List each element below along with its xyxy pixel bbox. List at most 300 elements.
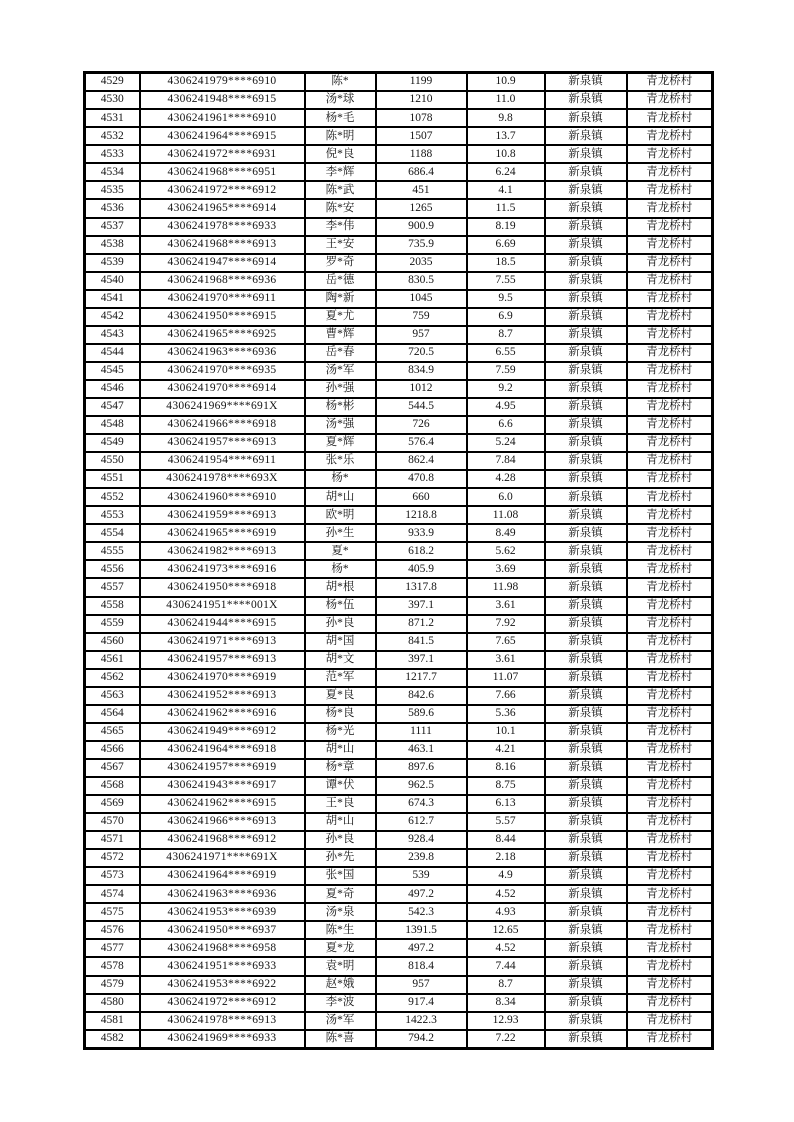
table-row [85, 578, 713, 596]
village-name: 青龙桥村 [627, 921, 713, 939]
id-number: 4306241951****001X [140, 597, 305, 615]
town-name: 新泉镇 [545, 939, 627, 957]
person-name: 陈*安 [305, 199, 376, 217]
row-number: 4550 [85, 452, 140, 470]
person-name: 汤*强 [305, 416, 376, 434]
town-name: 新泉镇 [545, 236, 627, 254]
town-name: 新泉镇 [545, 398, 627, 416]
person-name: 杨* [305, 470, 376, 488]
id-number: 4306241978****6913 [140, 1012, 305, 1030]
id-number: 4306241963****6936 [140, 885, 305, 903]
row-number: 4571 [85, 831, 140, 849]
row-number: 4554 [85, 524, 140, 542]
row-number: 4572 [85, 849, 140, 867]
amount: 735.9 [376, 236, 467, 254]
table-row [85, 524, 713, 542]
village-name: 青龙桥村 [627, 741, 713, 759]
secondary-amount: 3.69 [467, 560, 545, 578]
village-name: 青龙桥村 [627, 705, 713, 723]
secondary-amount: 10.1 [467, 723, 545, 741]
person-name: 夏*尤 [305, 308, 376, 326]
table-row [85, 633, 713, 651]
person-name: 倪*良 [305, 145, 376, 163]
person-name: 夏*龙 [305, 939, 376, 957]
row-number: 4531 [85, 109, 140, 127]
id-number: 4306241966****6918 [140, 416, 305, 434]
secondary-amount: 4.52 [467, 885, 545, 903]
amount: 618.2 [376, 542, 467, 560]
row-number: 4567 [85, 759, 140, 777]
table-row [85, 867, 713, 885]
village-name: 青龙桥村 [627, 578, 713, 596]
town-name: 新泉镇 [545, 344, 627, 362]
village-name: 青龙桥村 [627, 308, 713, 326]
row-number: 4555 [85, 542, 140, 560]
person-name: 范*军 [305, 669, 376, 687]
town-name: 新泉镇 [545, 127, 627, 145]
secondary-amount: 4.28 [467, 470, 545, 488]
secondary-amount: 4.9 [467, 867, 545, 885]
secondary-amount: 9.2 [467, 380, 545, 398]
secondary-amount: 13.7 [467, 127, 545, 145]
village-name: 青龙桥村 [627, 145, 713, 163]
row-number: 4540 [85, 272, 140, 290]
amount: 544.5 [376, 398, 467, 416]
secondary-amount: 8.34 [467, 994, 545, 1012]
table-row [85, 344, 713, 362]
row-number: 4551 [85, 470, 140, 488]
person-name: 夏*奇 [305, 885, 376, 903]
amount: 834.9 [376, 362, 467, 380]
row-number: 4534 [85, 163, 140, 181]
village-name: 青龙桥村 [627, 723, 713, 741]
person-name: 赵*娥 [305, 976, 376, 994]
secondary-amount: 8.16 [467, 759, 545, 777]
amount: 451 [376, 181, 467, 199]
table-row [85, 777, 713, 795]
amount: 589.6 [376, 705, 467, 723]
id-number: 4306241972****6912 [140, 994, 305, 1012]
row-number: 4568 [85, 777, 140, 795]
id-number: 4306241970****6935 [140, 362, 305, 380]
id-number: 4306241960****6910 [140, 488, 305, 506]
table-row [85, 308, 713, 326]
id-number: 4306241950****6918 [140, 578, 305, 596]
secondary-amount: 4.52 [467, 939, 545, 957]
id-number: 4306241979****6910 [140, 73, 305, 92]
person-name: 陶*新 [305, 290, 376, 308]
person-name: 欧*明 [305, 506, 376, 524]
village-name: 青龙桥村 [627, 651, 713, 669]
row-number: 4541 [85, 290, 140, 308]
secondary-amount: 6.69 [467, 236, 545, 254]
town-name: 新泉镇 [545, 615, 627, 633]
person-name: 汤*球 [305, 91, 376, 109]
town-name: 新泉镇 [545, 560, 627, 578]
row-number: 4575 [85, 903, 140, 921]
person-name: 谭*伏 [305, 777, 376, 795]
town-name: 新泉镇 [545, 578, 627, 596]
table-row [85, 831, 713, 849]
town-name: 新泉镇 [545, 1030, 627, 1049]
village-name: 青龙桥村 [627, 669, 713, 687]
secondary-amount: 11.08 [467, 506, 545, 524]
secondary-amount: 9.8 [467, 109, 545, 127]
id-number: 4306241962****6916 [140, 705, 305, 723]
row-number: 4533 [85, 145, 140, 163]
secondary-amount: 6.13 [467, 795, 545, 813]
table-row [85, 813, 713, 831]
table-row [85, 488, 713, 506]
row-number: 4538 [85, 236, 140, 254]
village-name: 青龙桥村 [627, 633, 713, 651]
row-number: 4569 [85, 795, 140, 813]
amount: 660 [376, 488, 467, 506]
id-number: 4306241947****6914 [140, 254, 305, 272]
town-name: 新泉镇 [545, 163, 627, 181]
table-row [85, 434, 713, 452]
row-number: 4557 [85, 578, 140, 596]
id-number: 4306241971****6913 [140, 633, 305, 651]
table-row [85, 362, 713, 380]
row-number: 4553 [85, 506, 140, 524]
secondary-amount: 4.95 [467, 398, 545, 416]
village-name: 青龙桥村 [627, 885, 713, 903]
secondary-amount: 4.93 [467, 903, 545, 921]
secondary-amount: 12.65 [467, 921, 545, 939]
table-row [85, 1030, 713, 1049]
row-number: 4560 [85, 633, 140, 651]
id-number: 4306241964****6918 [140, 741, 305, 759]
village-name: 青龙桥村 [627, 1030, 713, 1049]
amount: 576.4 [376, 434, 467, 452]
village-name: 青龙桥村 [627, 344, 713, 362]
village-name: 青龙桥村 [627, 452, 713, 470]
town-name: 新泉镇 [545, 831, 627, 849]
town-name: 新泉镇 [545, 380, 627, 398]
village-name: 青龙桥村 [627, 813, 713, 831]
person-name: 陈*明 [305, 127, 376, 145]
id-number: 4306241944****6915 [140, 615, 305, 633]
table-row [85, 976, 713, 994]
village-name: 青龙桥村 [627, 218, 713, 236]
amount: 470.8 [376, 470, 467, 488]
id-number: 4306241978****693X [140, 470, 305, 488]
village-name: 青龙桥村 [627, 109, 713, 127]
town-name: 新泉镇 [545, 777, 627, 795]
table-row [85, 957, 713, 975]
amount: 957 [376, 976, 467, 994]
person-name: 杨*良 [305, 705, 376, 723]
row-number: 4576 [85, 921, 140, 939]
town-name: 新泉镇 [545, 957, 627, 975]
id-number: 4306241978****6933 [140, 218, 305, 236]
table-row [85, 163, 713, 181]
table-row [85, 416, 713, 434]
person-name: 胡*国 [305, 633, 376, 651]
amount: 397.1 [376, 597, 467, 615]
person-name: 胡*根 [305, 578, 376, 596]
amount: 542.3 [376, 903, 467, 921]
table-row [85, 236, 713, 254]
village-name: 青龙桥村 [627, 254, 713, 272]
table-row [85, 741, 713, 759]
person-name: 杨* [305, 560, 376, 578]
id-number: 4306241966****6913 [140, 813, 305, 831]
person-name: 杨*毛 [305, 109, 376, 127]
village-name: 青龙桥村 [627, 488, 713, 506]
village-name: 青龙桥村 [627, 957, 713, 975]
town-name: 新泉镇 [545, 290, 627, 308]
table-row [85, 542, 713, 560]
town-name: 新泉镇 [545, 633, 627, 651]
row-number: 4581 [85, 1012, 140, 1030]
id-number: 4306241957****6913 [140, 651, 305, 669]
secondary-amount: 5.36 [467, 705, 545, 723]
town-name: 新泉镇 [545, 885, 627, 903]
id-number: 4306241965****6914 [140, 199, 305, 217]
town-name: 新泉镇 [545, 723, 627, 741]
amount: 1317.8 [376, 578, 467, 596]
id-number: 4306241968****6913 [140, 236, 305, 254]
amount: 463.1 [376, 741, 467, 759]
person-name: 陈*喜 [305, 1030, 376, 1049]
village-name: 青龙桥村 [627, 687, 713, 705]
row-number: 4543 [85, 326, 140, 344]
row-number: 4544 [85, 344, 140, 362]
town-name: 新泉镇 [545, 218, 627, 236]
amount: 962.5 [376, 777, 467, 795]
person-name: 孙*良 [305, 831, 376, 849]
id-number: 4306241961****6910 [140, 109, 305, 127]
table-row [85, 795, 713, 813]
row-number: 4582 [85, 1030, 140, 1049]
row-number: 4529 [85, 73, 140, 92]
id-number: 4306241949****6912 [140, 723, 305, 741]
id-number: 4306241982****6913 [140, 542, 305, 560]
village-name: 青龙桥村 [627, 831, 713, 849]
amount: 497.2 [376, 885, 467, 903]
secondary-amount: 7.92 [467, 615, 545, 633]
town-name: 新泉镇 [545, 272, 627, 290]
id-number: 4306241954****6911 [140, 452, 305, 470]
table-row [85, 181, 713, 199]
town-name: 新泉镇 [545, 1012, 627, 1030]
secondary-amount: 6.0 [467, 488, 545, 506]
table-row [85, 380, 713, 398]
table-row [85, 903, 713, 921]
person-name: 罗*奇 [305, 254, 376, 272]
amount: 842.6 [376, 687, 467, 705]
town-name: 新泉镇 [545, 651, 627, 669]
table-row [85, 939, 713, 957]
town-name: 新泉镇 [545, 994, 627, 1012]
amount: 674.3 [376, 795, 467, 813]
person-name: 王*安 [305, 236, 376, 254]
id-number: 4306241969****691X [140, 398, 305, 416]
table-row [85, 91, 713, 109]
town-name: 新泉镇 [545, 506, 627, 524]
amount: 497.2 [376, 939, 467, 957]
town-name: 新泉镇 [545, 308, 627, 326]
person-name: 孙*良 [305, 615, 376, 633]
town-name: 新泉镇 [545, 705, 627, 723]
person-name: 陈*武 [305, 181, 376, 199]
town-name: 新泉镇 [545, 181, 627, 199]
secondary-amount: 18.5 [467, 254, 545, 272]
village-name: 青龙桥村 [627, 236, 713, 254]
amount: 917.4 [376, 994, 467, 1012]
village-name: 青龙桥村 [627, 759, 713, 777]
secondary-amount: 10.8 [467, 145, 545, 163]
secondary-amount: 4.1 [467, 181, 545, 199]
person-name: 王*良 [305, 795, 376, 813]
id-number: 4306241963****6936 [140, 344, 305, 362]
row-number: 4566 [85, 741, 140, 759]
town-name: 新泉镇 [545, 597, 627, 615]
row-number: 4536 [85, 199, 140, 217]
amount: 794.2 [376, 1030, 467, 1049]
id-number: 4306241968****6951 [140, 163, 305, 181]
row-number: 4556 [85, 560, 140, 578]
person-name: 陈* [305, 73, 376, 92]
table-row [85, 470, 713, 488]
row-number: 4546 [85, 380, 140, 398]
town-name: 新泉镇 [545, 452, 627, 470]
secondary-amount: 11.0 [467, 91, 545, 109]
amount: 928.4 [376, 831, 467, 849]
id-number: 4306241964****6919 [140, 867, 305, 885]
village-name: 青龙桥村 [627, 199, 713, 217]
person-name: 李*辉 [305, 163, 376, 181]
row-number: 4564 [85, 705, 140, 723]
town-name: 新泉镇 [545, 867, 627, 885]
town-name: 新泉镇 [545, 145, 627, 163]
town-name: 新泉镇 [545, 669, 627, 687]
row-number: 4573 [85, 867, 140, 885]
town-name: 新泉镇 [545, 470, 627, 488]
amount: 830.5 [376, 272, 467, 290]
village-name: 青龙桥村 [627, 326, 713, 344]
row-number: 4545 [85, 362, 140, 380]
person-name: 孙*强 [305, 380, 376, 398]
secondary-amount: 12.93 [467, 1012, 545, 1030]
id-number: 4306241970****6919 [140, 669, 305, 687]
village-name: 青龙桥村 [627, 91, 713, 109]
village-name: 青龙桥村 [627, 470, 713, 488]
row-number: 4549 [85, 434, 140, 452]
row-number: 4552 [85, 488, 140, 506]
secondary-amount: 8.7 [467, 976, 545, 994]
amount: 1078 [376, 109, 467, 127]
town-name: 新泉镇 [545, 759, 627, 777]
secondary-amount: 7.84 [467, 452, 545, 470]
id-number: 4306241972****6912 [140, 181, 305, 199]
row-number: 4565 [85, 723, 140, 741]
person-name: 夏* [305, 542, 376, 560]
table-row [85, 597, 713, 615]
person-name: 胡*山 [305, 488, 376, 506]
amount: 2035 [376, 254, 467, 272]
village-name: 青龙桥村 [627, 380, 713, 398]
table-row [85, 705, 713, 723]
amount: 841.5 [376, 633, 467, 651]
table-row [85, 849, 713, 867]
amount: 397.1 [376, 651, 467, 669]
person-name: 汤*军 [305, 1012, 376, 1030]
secondary-amount: 11.07 [467, 669, 545, 687]
person-name: 杨*光 [305, 723, 376, 741]
row-number: 4542 [85, 308, 140, 326]
amount: 686.4 [376, 163, 467, 181]
id-number: 4306241973****6916 [140, 560, 305, 578]
village-name: 青龙桥村 [627, 795, 713, 813]
secondary-amount: 8.75 [467, 777, 545, 795]
town-name: 新泉镇 [545, 687, 627, 705]
town-name: 新泉镇 [545, 91, 627, 109]
village-name: 青龙桥村 [627, 867, 713, 885]
village-name: 青龙桥村 [627, 542, 713, 560]
id-number: 4306241950****6915 [140, 308, 305, 326]
secondary-amount: 8.49 [467, 524, 545, 542]
table-row [85, 218, 713, 236]
table-row [85, 759, 713, 777]
town-name: 新泉镇 [545, 542, 627, 560]
village-name: 青龙桥村 [627, 777, 713, 795]
town-name: 新泉镇 [545, 813, 627, 831]
village-name: 青龙桥村 [627, 163, 713, 181]
secondary-amount: 7.59 [467, 362, 545, 380]
person-name: 李*伟 [305, 218, 376, 236]
row-number: 4561 [85, 651, 140, 669]
table-row [85, 145, 713, 163]
amount: 405.9 [376, 560, 467, 578]
id-number: 4306241970****6911 [140, 290, 305, 308]
village-name: 青龙桥村 [627, 615, 713, 633]
table-row [85, 615, 713, 633]
amount: 1045 [376, 290, 467, 308]
town-name: 新泉镇 [545, 434, 627, 452]
village-name: 青龙桥村 [627, 849, 713, 867]
person-name: 李*波 [305, 994, 376, 1012]
amount: 1012 [376, 380, 467, 398]
id-number: 4306241959****6913 [140, 506, 305, 524]
id-number: 4306241943****6917 [140, 777, 305, 795]
amount: 759 [376, 308, 467, 326]
secondary-amount: 7.65 [467, 633, 545, 651]
village-name: 青龙桥村 [627, 73, 713, 92]
person-name: 汤*军 [305, 362, 376, 380]
person-name: 岳*德 [305, 272, 376, 290]
id-number: 4306241970****6914 [140, 380, 305, 398]
id-number: 4306241964****6915 [140, 127, 305, 145]
person-name: 夏*良 [305, 687, 376, 705]
secondary-amount: 11.5 [467, 199, 545, 217]
person-name: 陈*生 [305, 921, 376, 939]
table-row [85, 254, 713, 272]
table-row [85, 560, 713, 578]
row-number: 4559 [85, 615, 140, 633]
town-name: 新泉镇 [545, 326, 627, 344]
person-name: 张*乐 [305, 452, 376, 470]
amount: 957 [376, 326, 467, 344]
person-name: 胡*山 [305, 741, 376, 759]
id-number: 4306241968****6936 [140, 272, 305, 290]
amount: 871.2 [376, 615, 467, 633]
id-number: 4306241972****6931 [140, 145, 305, 163]
amount: 897.6 [376, 759, 467, 777]
id-number: 4306241969****6933 [140, 1030, 305, 1049]
